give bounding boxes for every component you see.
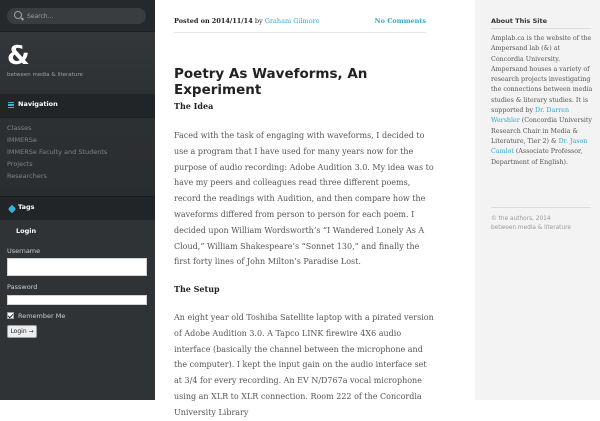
navigation-list xyxy=(0,118,155,196)
password-label: Password xyxy=(7,283,38,291)
navigation-title: Navigation xyxy=(18,100,58,108)
meta-prefix: Posted on xyxy=(174,17,210,25)
search-icon xyxy=(14,11,22,19)
post-title[interactable]: Poetry As Waveforms, An Experiment xyxy=(174,66,368,98)
tags-header[interactable] xyxy=(0,196,155,220)
footer-divider xyxy=(491,207,591,208)
site-tagline: between media & literature xyxy=(7,72,83,78)
search-input[interactable] xyxy=(27,8,139,24)
search-box[interactable] xyxy=(7,8,146,24)
username-label: Username xyxy=(7,247,41,255)
search-bar xyxy=(0,0,155,32)
paragraph-idea: Faced with the task of engaging with waveforms, I decided to use a program that I have used for many years now for the purpose of audio recording: Adobe Audition 3.0. My idea was to have my peers and colleagues read three different poems, record the readings with Audition, and then compare how the waveforms differed from person to person for each poem. I decided upon William Wordsworth’s “I Wandered Lonely As A Cloud,” William Shakespeare’s “Sonnet 130,” and finally the first forty lines of John Milton’s Paradise Lost. xyxy=(174,131,434,267)
about-divider xyxy=(491,28,591,29)
tags-title: Tags xyxy=(18,203,35,211)
about-title: About This Site xyxy=(491,17,547,25)
tag-icon xyxy=(8,205,16,213)
nav-item-researchers[interactable]: Researchers xyxy=(7,172,47,180)
author-link[interactable]: Graham Gilmore xyxy=(264,17,320,25)
meta-by: by xyxy=(254,17,263,25)
site-footer xyxy=(491,215,593,233)
nav-item-immerse[interactable]: IMMERSe xyxy=(7,136,37,144)
login-title: Login xyxy=(16,227,37,235)
footer-copyright: © the authors, 2014 xyxy=(491,216,551,222)
remember-me-label: Remember Me xyxy=(18,312,66,320)
heading-the-idea: The Idea xyxy=(174,101,214,111)
password-field[interactable] xyxy=(7,295,147,305)
post-date: 2014/11/14 xyxy=(211,17,253,25)
about-text-1: Amplab.ca is the website of the Ampersand lab (&) at Concordia University. Ampersand houses a variety of research projects investigating the connections between media studies & literary studies. It is supported by xyxy=(491,35,593,115)
navigation-header[interactable] xyxy=(0,94,155,118)
left-sidebar xyxy=(0,0,155,400)
about-text xyxy=(491,34,593,168)
username-field[interactable] xyxy=(7,258,147,276)
camlot-link[interactable]: Dr. Jason Camlot xyxy=(491,137,588,156)
main-content xyxy=(155,0,475,417)
site-logo[interactable]: & xyxy=(7,41,30,71)
footer-tagline: between media & literature xyxy=(491,225,571,231)
heading-the-setup: The Setup xyxy=(174,284,220,294)
wershler-link[interactable]: Dr. Darren Wershler xyxy=(491,107,570,125)
login-widget xyxy=(0,220,155,400)
nav-item-classes[interactable]: Classes xyxy=(7,124,32,132)
about-text-3: (Associate Professor, Department of English). xyxy=(491,148,583,166)
nav-item-projects[interactable]: Projects xyxy=(7,160,33,168)
paragraph-setup: An eight year old Toshiba Satellite laptop with a pirated version of Adobe Audition 3.0. A Tapco LINK firewire 4X6 audio interface (basically the channel between the microphone and the computer). I kept the input gain on the audio interface set at 3/4 for every recording. An EV N/D767a vocal microphone using an XLR to XLR connection. Room 222 of the Concordia University Library xyxy=(174,313,434,417)
login-button[interactable]: Login → xyxy=(7,325,37,338)
site-branding xyxy=(0,32,155,94)
right-sidebar xyxy=(475,0,600,400)
remember-me-checkbox[interactable] xyxy=(7,312,14,319)
meta-divider xyxy=(174,32,426,33)
about-text-2: (Concordia University Research Chair in Media & Literature, Tier 2) & xyxy=(491,117,592,145)
post-meta xyxy=(174,17,426,25)
menu-icon xyxy=(8,102,14,108)
nav-item-immerse-faculty[interactable]: IMMERSe Faculty and Students xyxy=(7,148,108,156)
comments-link[interactable]: No Comments xyxy=(374,17,426,25)
